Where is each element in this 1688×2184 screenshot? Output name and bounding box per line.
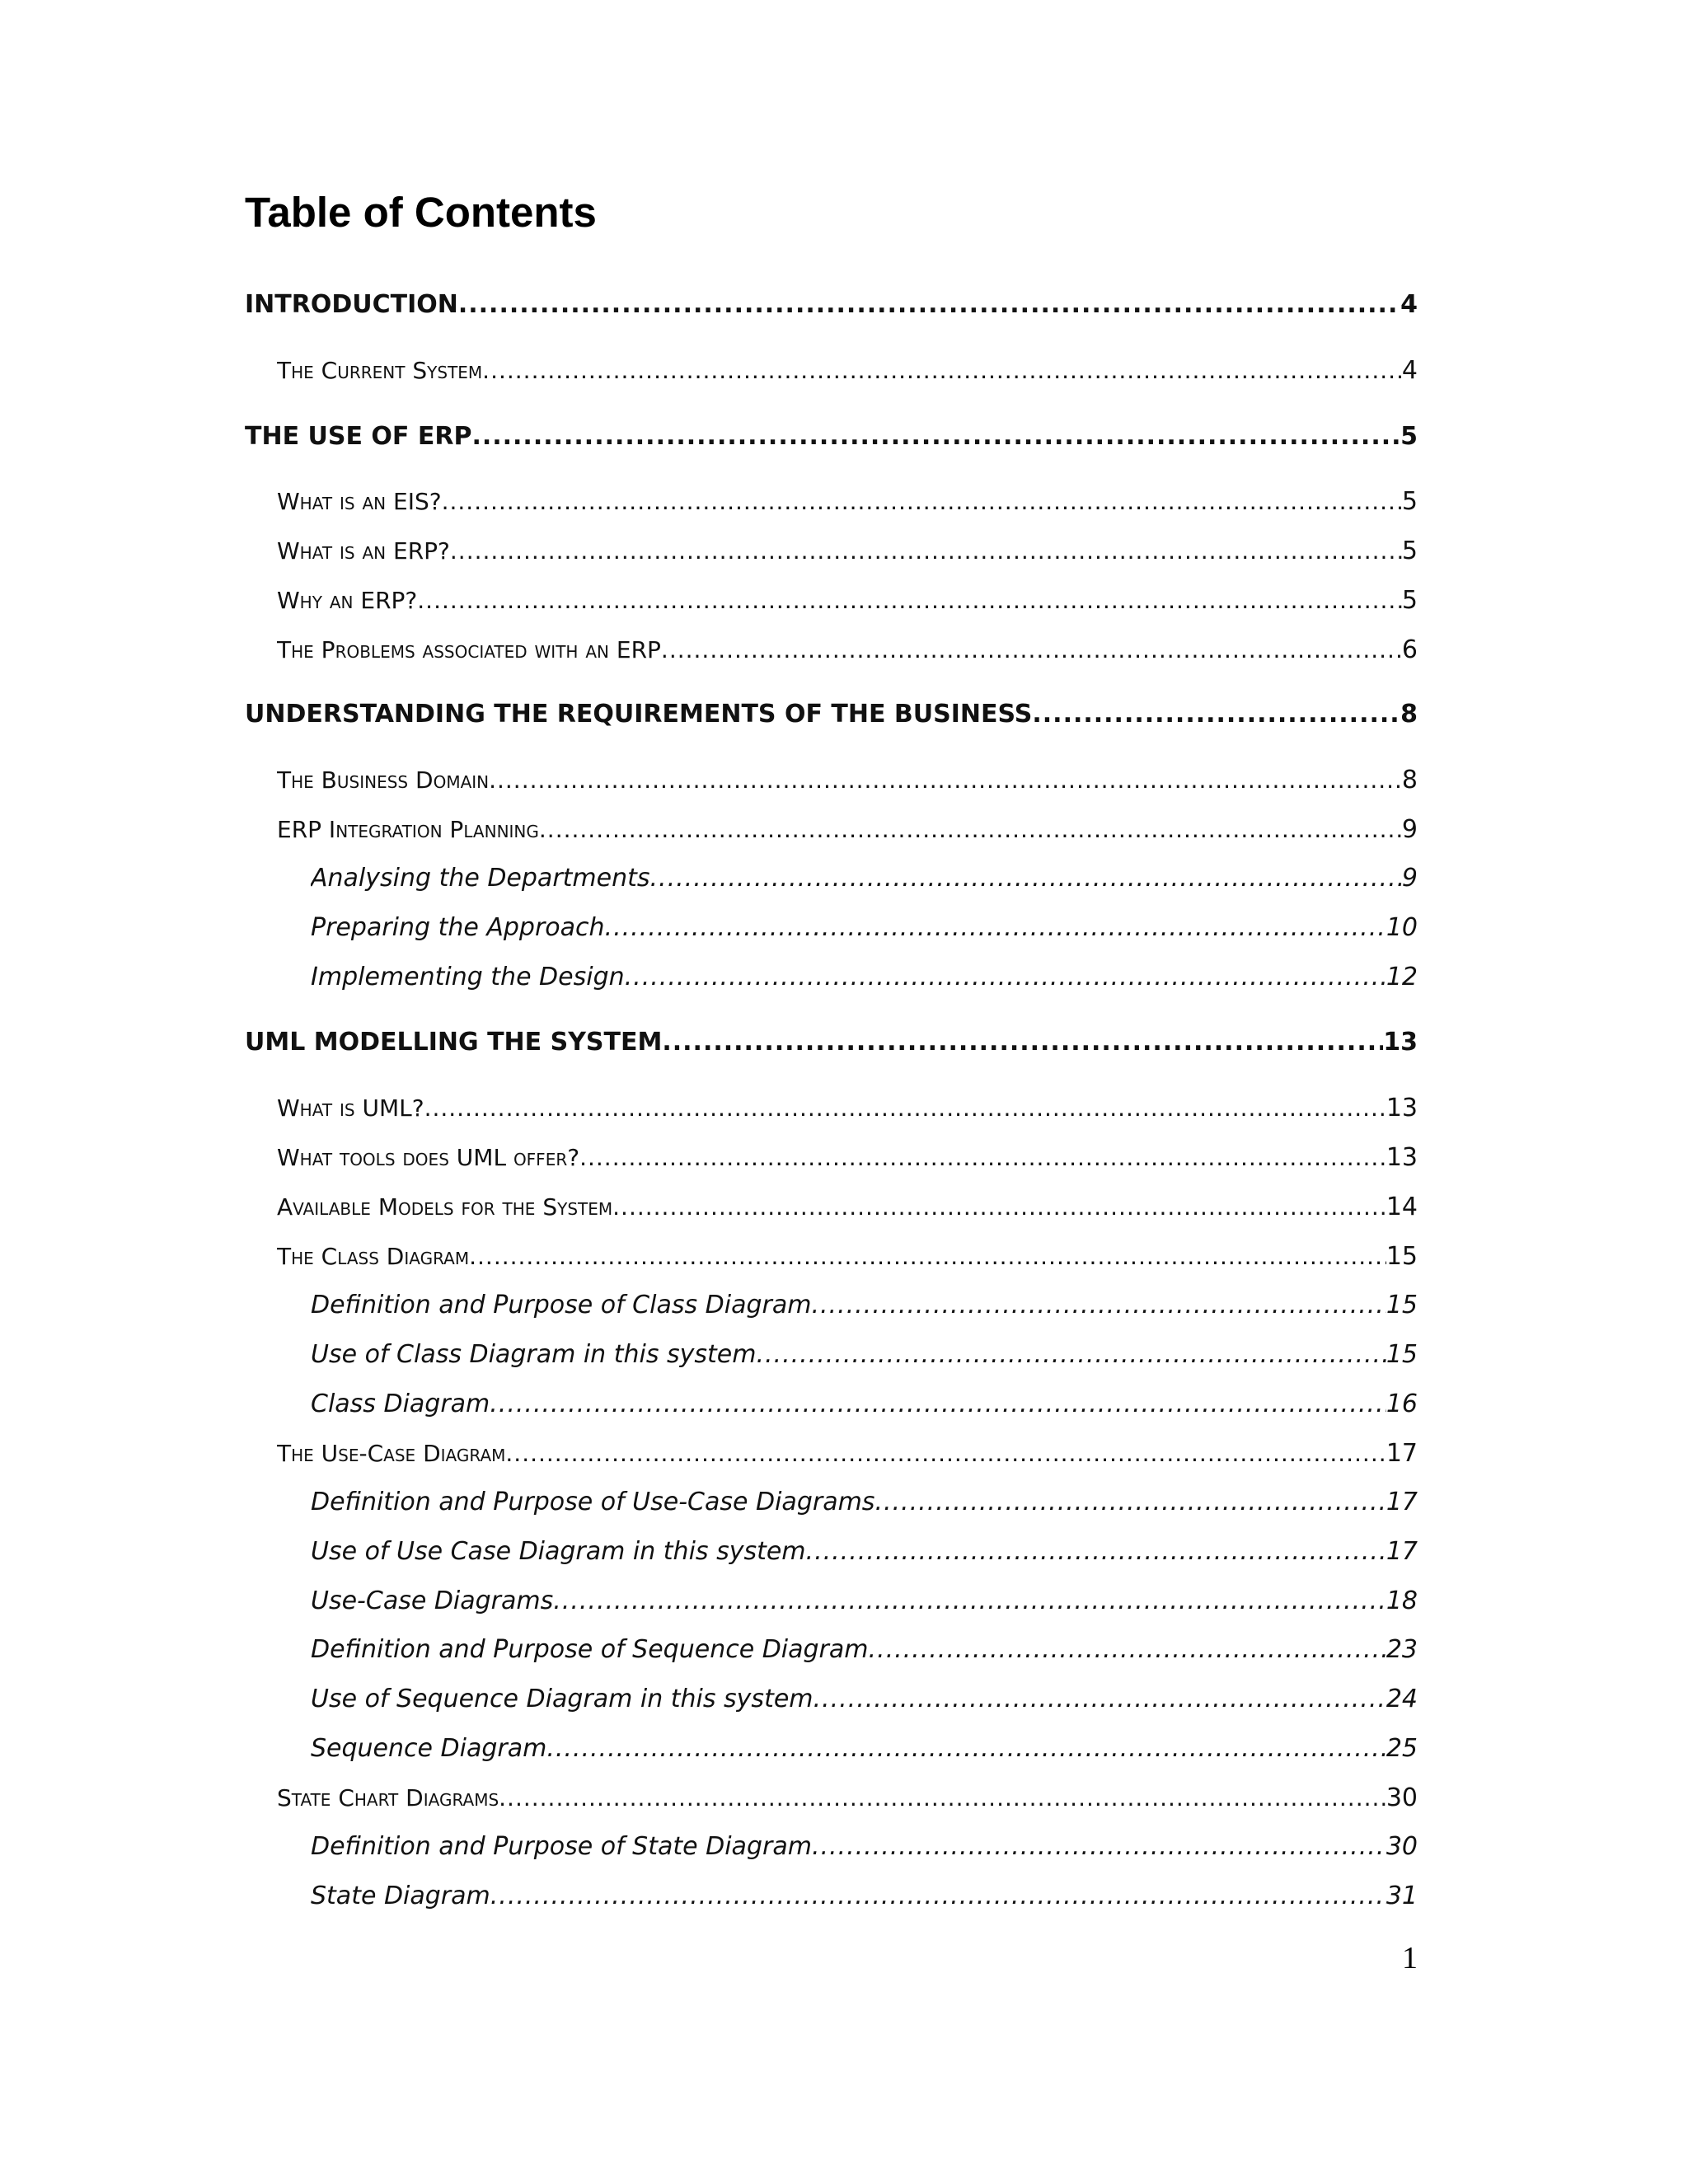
toc-entry[interactable] <box>277 585 1418 616</box>
toc-entry[interactable] <box>311 1830 1418 1863</box>
toc-entry[interactable] <box>245 288 1418 321</box>
toc-entry-label: Implementing the Design <box>311 963 625 991</box>
toc-entry[interactable] <box>245 698 1418 731</box>
toc-entry[interactable] <box>277 814 1418 846</box>
toc-entry[interactable] <box>277 1192 1418 1223</box>
toc-entry[interactable] <box>311 1880 1418 1913</box>
toc-entry-page: 18 <box>1386 1586 1418 1615</box>
toc-entry[interactable] <box>245 420 1418 453</box>
dot-leader <box>812 1830 1386 1863</box>
toc-entry-page: 30 <box>1386 1783 1418 1812</box>
toc-entry-label: Use of Class Diagram in this system <box>311 1340 757 1369</box>
toc-entry-page: 14 <box>1386 1193 1418 1221</box>
dot-leader <box>424 1093 1386 1124</box>
toc-entry[interactable] <box>311 1585 1418 1618</box>
toc-entry-page: 8 <box>1401 766 1418 794</box>
toc-entry[interactable] <box>311 1535 1418 1568</box>
dot-leader <box>471 420 1400 453</box>
dot-leader <box>490 1388 1386 1421</box>
dot-leader <box>650 862 1402 895</box>
toc-entry-page: 8 <box>1400 700 1418 729</box>
dot-leader <box>490 1880 1386 1913</box>
toc-entry-page: 13 <box>1383 1028 1418 1057</box>
toc-entry-label: Preparing the Approach <box>311 913 605 942</box>
toc-entry-label: The Business Domain <box>277 766 490 794</box>
toc-entry[interactable] <box>277 765 1418 796</box>
toc-entry[interactable] <box>311 1732 1418 1765</box>
toc-entry[interactable] <box>311 1486 1418 1519</box>
toc-entry-page: 9 <box>1401 815 1418 844</box>
toc-entry-page: 31 <box>1386 1882 1418 1910</box>
toc-entry-label: The Current System <box>277 357 483 384</box>
toc-entry-page: 15 <box>1386 1340 1418 1369</box>
toc-entry-label: What tools does UML offer? <box>277 1144 580 1171</box>
dot-leader <box>874 1486 1386 1519</box>
toc-entry-page: 9 <box>1401 864 1418 893</box>
toc-entry[interactable] <box>311 862 1418 895</box>
toc-entry-label: What is UML? <box>277 1094 424 1122</box>
toc-entry-page: 17 <box>1386 1537 1418 1566</box>
dot-leader <box>442 486 1402 518</box>
toc-entry-label: The Use-Case Diagram <box>277 1440 506 1467</box>
dot-leader <box>450 536 1402 567</box>
page-title: Table of Contents <box>245 189 597 236</box>
dot-leader <box>482 355 1402 387</box>
toc-entry[interactable] <box>277 635 1418 666</box>
toc-entry[interactable] <box>311 1338 1418 1371</box>
dot-leader <box>811 1289 1386 1322</box>
toc-entry[interactable] <box>311 1388 1418 1421</box>
toc-entry[interactable] <box>311 912 1418 944</box>
toc-entry[interactable] <box>277 486 1418 518</box>
toc-entry[interactable] <box>311 1633 1418 1666</box>
toc-entry-label: Definition and Purpose of Class Diagram <box>311 1291 812 1319</box>
toc-entry-page: 5 <box>1400 422 1418 451</box>
dot-leader <box>661 635 1402 666</box>
toc-entry-label: The Class Diagram <box>277 1243 470 1270</box>
dot-leader <box>612 1192 1386 1223</box>
dot-leader <box>662 1026 1383 1059</box>
dot-leader <box>869 1633 1386 1666</box>
toc-entry[interactable] <box>311 1289 1418 1322</box>
dot-leader <box>756 1338 1386 1371</box>
dot-leader <box>579 1142 1386 1174</box>
dot-leader <box>489 765 1402 796</box>
toc-entry-label: Definition and Purpose of Sequence Diagram <box>311 1635 869 1664</box>
toc-entry-label: Use of Use Case Diagram in this system <box>311 1537 806 1566</box>
toc-entry[interactable] <box>277 536 1418 567</box>
toc-entry-label: What is an EIS? <box>277 488 442 515</box>
toc-entry-label: Available Models for the System <box>277 1193 613 1221</box>
toc-entry-page: 17 <box>1386 1488 1418 1516</box>
toc-entry[interactable] <box>277 355 1418 387</box>
toc-entry-page: 16 <box>1386 1390 1418 1418</box>
toc-entry-page: 5 <box>1401 537 1418 565</box>
dot-leader <box>806 1535 1386 1568</box>
toc-entry-label: ERP Integration Planning <box>277 816 539 843</box>
toc-entry[interactable] <box>311 1683 1418 1716</box>
toc-entry-page: 4 <box>1401 356 1418 385</box>
toc-entry-label: State Chart Diagrams <box>277 1784 499 1811</box>
dot-leader <box>625 961 1386 994</box>
dot-leader <box>469 1241 1386 1272</box>
toc-entry-page: 4 <box>1400 290 1418 319</box>
toc-entry-page: 6 <box>1401 635 1418 664</box>
dot-leader <box>546 1732 1386 1765</box>
toc-entry-page: 5 <box>1401 586 1418 615</box>
toc-entry-label: UNDERSTANDING THE REQUIREMENTS OF THE BUSINESS <box>245 700 1033 729</box>
toc-entry-label: The Problems associated with an ERP <box>277 636 661 663</box>
toc-entry[interactable] <box>277 1241 1418 1272</box>
toc-entry-page: 12 <box>1386 963 1418 991</box>
toc-entry-label: Why an ERP? <box>277 587 418 614</box>
dot-leader <box>814 1683 1386 1716</box>
dot-leader <box>458 288 1400 321</box>
toc-entry[interactable] <box>277 1093 1418 1124</box>
toc-entry-label: INTRODUCTION <box>245 290 458 319</box>
toc-entry-page: 5 <box>1401 487 1418 516</box>
toc-entry[interactable] <box>245 1026 1418 1059</box>
toc-entry-page: 17 <box>1386 1439 1418 1468</box>
toc-entry-label: THE USE OF ERP <box>245 422 472 451</box>
dot-leader <box>417 585 1402 616</box>
toc-entry[interactable] <box>277 1783 1418 1814</box>
dot-leader <box>605 912 1386 944</box>
dot-leader <box>499 1783 1386 1814</box>
dot-leader <box>553 1585 1386 1618</box>
toc-entry-page: 24 <box>1386 1685 1418 1713</box>
toc-entry-label: Use-Case Diagrams <box>311 1586 554 1615</box>
toc-entry-page: 13 <box>1386 1094 1418 1122</box>
toc-entry-label: Class Diagram <box>311 1390 490 1418</box>
dot-leader <box>539 814 1402 846</box>
toc-entry-page: 15 <box>1386 1291 1418 1319</box>
toc-entry-page: 25 <box>1386 1734 1418 1763</box>
toc-entry-label: Use of Sequence Diagram in this system <box>311 1685 814 1713</box>
toc-entry-label: State Diagram <box>311 1882 490 1910</box>
toc-entry-label: Analysing the Departments <box>311 864 650 893</box>
toc-entry-label: UML MODELLING THE SYSTEM <box>245 1028 663 1057</box>
toc-entry-page: 30 <box>1386 1832 1418 1861</box>
toc-entry[interactable] <box>311 961 1418 994</box>
toc-entry[interactable] <box>277 1438 1418 1469</box>
dot-leader <box>505 1438 1386 1469</box>
toc-entry[interactable] <box>277 1142 1418 1174</box>
toc-entry-page: 23 <box>1386 1635 1418 1664</box>
page-number: 1 <box>1402 1941 1418 1975</box>
toc-entry-page: 10 <box>1386 913 1418 942</box>
toc-entry-label: Definition and Purpose of Use-Case Diagrams <box>311 1488 875 1516</box>
dot-leader <box>1032 698 1400 731</box>
toc-entry-label: Sequence Diagram <box>311 1734 547 1763</box>
toc-entry-page: 15 <box>1386 1242 1418 1271</box>
toc-entry-label: Definition and Purpose of State Diagram <box>311 1832 812 1861</box>
toc-entry-page: 13 <box>1386 1143 1418 1172</box>
toc-entry-label: What is an ERP? <box>277 537 450 565</box>
